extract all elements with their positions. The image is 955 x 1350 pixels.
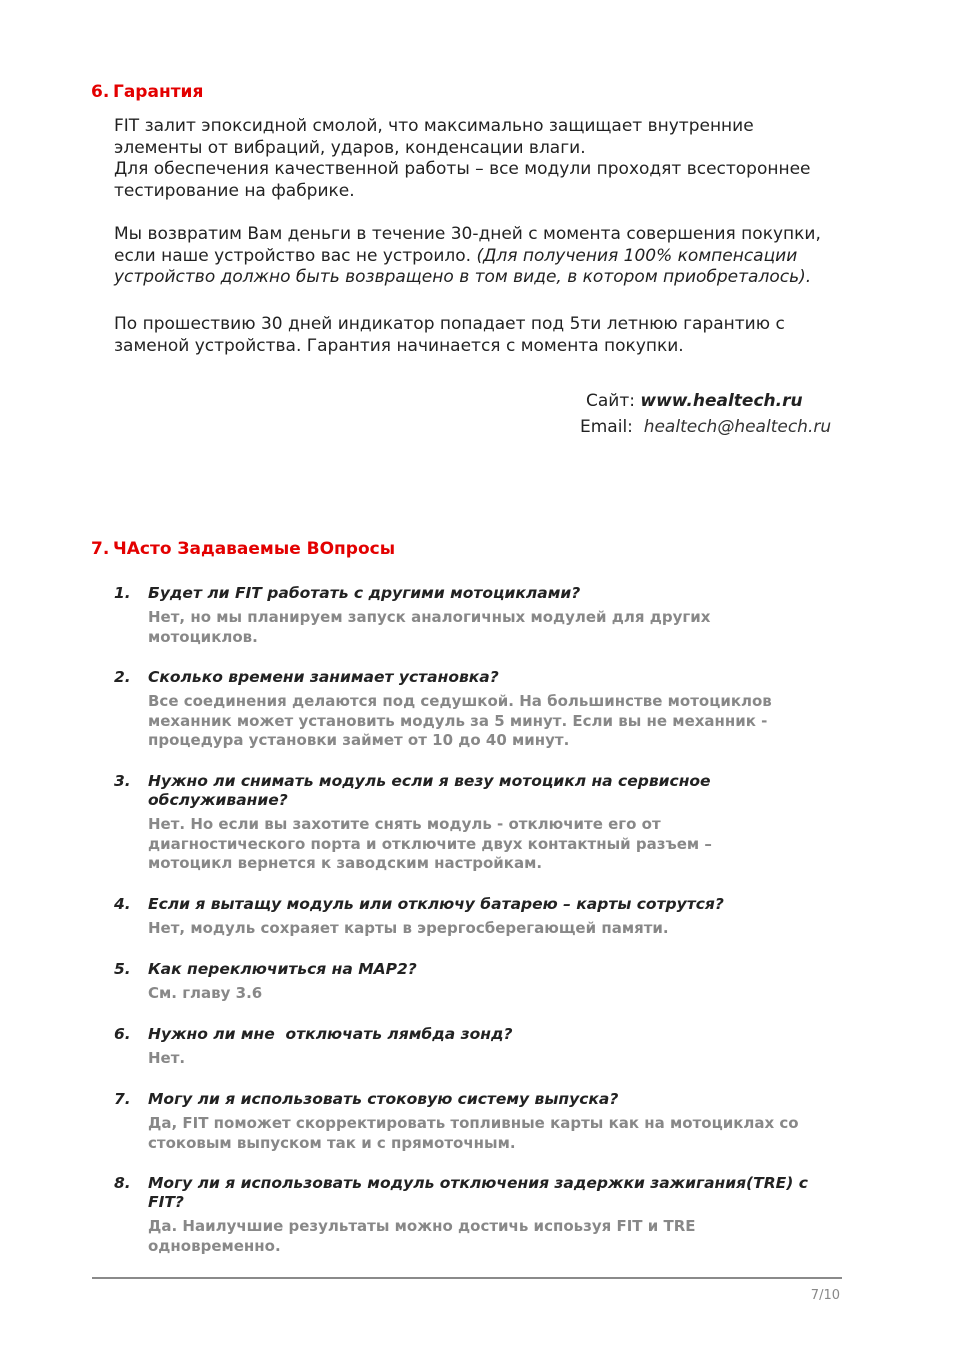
faq-number: 4. (114, 895, 131, 913)
faq-answer: Нет, модуль сохраяет карты в эрергосберегающей памяти. (148, 919, 669, 937)
refund-note: (Для получения 100% компенсации устройство должно быть возвращено в том виде, в котором приобреталось). (114, 245, 812, 287)
faq-answer: Нет, но мы планируем запуск аналогичных модулей для других мотоциклов. (148, 608, 711, 646)
footer-divider (92, 1277, 842, 1279)
faq-item (114, 1025, 839, 1069)
faq-item (114, 772, 839, 874)
email-link[interactable]: healtech@healtech.ru (643, 417, 832, 437)
email-label: Email: (580, 417, 644, 437)
faq-question: Если я вытащу модуль или отключу батарею – карты сотрутся? (148, 895, 724, 913)
warranty-para-1a: FIT залит эпоксидной смолой, что максимально защищает внутренние элементы от вибраций, ударов, конденсации влаги. (114, 116, 754, 158)
faq-answer: Да, FIT поможет скорректировать топливные карты как на мотоциклах со стоковым выпуском так и с прямоточным. (148, 1114, 799, 1152)
faq-item (114, 584, 839, 647)
section-7-number: 7. (91, 539, 110, 559)
faq-answer: См. главу 3.6 (148, 984, 263, 1002)
faq-number: 6. (114, 1025, 131, 1043)
section-6-heading (91, 82, 203, 102)
faq-item (114, 960, 839, 1004)
warranty-para-3: По прошествию 30 дней индикатор попадает под 5ти летнюю гарантию с заменой устройства. Гарантия начинается с момента покупки. (114, 314, 785, 356)
faq-question: Нужно ли снимать модуль если я везу мотоцикл на сервисное обслуживание? (148, 772, 711, 809)
warranty-para-1b: Для обеспечения качественной работы – все модули проходят всестороннее тестирование на фабрике. (114, 159, 811, 201)
refund-text: Мы возвратим Вам деньги в течение 30-дней с момента совершения покупки, если наше устройство вас не устроило. (114, 224, 821, 266)
faq-item (114, 668, 839, 751)
faq-answer: Нет. Но если вы захотите снять модуль - отключите его от диагностического порта и отключите двух контактный разъем – мотоцикл вернется к заводским настройкам. (148, 815, 712, 872)
faq-question: Могу ли я использовать стоковую систему выпуска? (148, 1090, 619, 1108)
faq-answer: Да. Наилучшие результаты можно достичь испоьзуя FIT и TRE одновременно. (148, 1217, 696, 1255)
faq-question: Нужно ли мне отключать лямбда зонд? (148, 1025, 513, 1043)
faq-question: Могу ли я использовать модуль отключения задержки зажигания(TRE) с FIT? (148, 1174, 808, 1211)
faq-answer: Нет. (148, 1049, 186, 1067)
faq-number: 2. (114, 668, 131, 686)
site-line (586, 391, 803, 411)
faq-question: Сколько времени занимает установка? (148, 668, 499, 686)
section-6-title: Гарантия (113, 82, 204, 102)
faq-question: Будет ли FIT работать с другими мотоциклами? (148, 584, 581, 602)
faq-number: 8. (114, 1174, 131, 1192)
warranty-para-2 (114, 224, 844, 289)
faq-answer: Все соединения делаются под седушкой. На большинстве мотоциклов механник может установить модуль за 5 минут. Если вы не механник - процедура установки займет от 10 до 40 минут. (148, 692, 772, 749)
email-line (580, 417, 831, 437)
page-number: 7/10 (810, 1288, 840, 1303)
site-link[interactable]: www.healtech.ru (640, 391, 803, 411)
faq-number: 7. (114, 1090, 131, 1108)
faq-question: Как переключиться на MAP2? (148, 960, 417, 978)
section-6-number: 6. (91, 82, 110, 102)
site-label: Сайт: (586, 391, 641, 411)
section-7-title: ЧАсто Задаваемые ВОпросы (113, 539, 396, 559)
section-7-heading (91, 539, 395, 559)
faq-number: 3. (114, 772, 131, 790)
faq-number: 5. (114, 960, 131, 978)
faq-item (114, 1174, 839, 1256)
faq-number: 1. (114, 584, 131, 602)
faq-item (114, 1090, 839, 1153)
faq-item (114, 895, 839, 939)
